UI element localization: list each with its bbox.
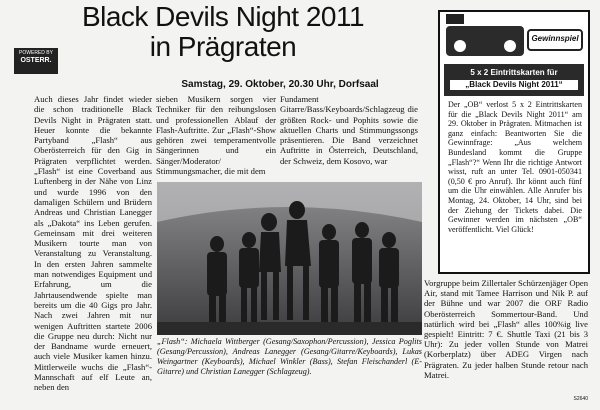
contest-text: Der „OB“ verlost 5 x 2 Eintrittskarten für die „Black Devils Night 2011“ am 29. Oktober in Prägraten. Mitmachen ist ganz einfach: Beantworten Sie die Gewinnfrage: „Aus welchem Bundesland kommt die Gruppe „Flash“?“ Wenn Ihr die richtige Antwort wisst, ruft an unter Tel. 0901-050341 (0,50 € pro Anruf). Ihr könnt auch fünf um die Uhr einwählen. Alle Anrufer bis Montag, 24. Oktober, 14 Uhr, sind bei der Ziehung der Tickets dabei. Die Gewinner werden im nächsten „OB“ veröffentlicht. Viel Glück!	[448, 100, 582, 234]
contest-title-line-1: 5 x 2 Eintrittskarten für	[470, 68, 558, 77]
headline	[28, 2, 418, 62]
contest-title-bar	[444, 64, 584, 96]
page-code: S2640	[573, 396, 588, 402]
article-column-4: Vorgruppe beim Zillertaler Schürzenjäger Open Air, stand mit Tamee Harrison und Nik P. auf der Bühne und war 2007 die ORF Radio Oberösterreich Sommertour-Band. Und natürlich wird bei „Flash“ alles 100%ig live gespielt! Eintritt: 7 €. Shuttle Taxi (21 bis 3 Uhr): Zu jeder vollen Stunde von Matrei (Korberplatz) über ADEG Virgen nach Prägraten. Zu jeder halben Stunde retour nach Matrei.	[424, 278, 588, 380]
logo-line-2: OSTERR.	[20, 57, 52, 64]
article-column-3: Fundament Gitarre/Bass/Keyboards/Schlagzeug die größten Rock- und Pophits sowie die aktuellen Charts und Stimmungssongs präsentieren. Die Band verzeichnet Auftritte in Österreich, Deutschland, der Schweiz, dem Kosovo, war	[280, 94, 418, 166]
logo-line-1: POWERED BY	[19, 50, 53, 56]
headline-line-1: Black Devils Night 2011	[81, 1, 365, 32]
article-column-2: sieben Musikern sorgen vier Techniker für den reibungslosen und professionellen Ablauf der Flash-Auftritte. Zur „Flash“-Show gehören zwei temperamentvolle Sängerinnen und ein Sänger/Moderator/ Stimmungsmacher, die mit dem	[156, 94, 276, 177]
contest-box	[438, 10, 590, 274]
sponsor-logo	[14, 48, 58, 74]
band-photo	[157, 182, 422, 335]
contest-graphic	[440, 12, 588, 62]
contest-badge: Gewinnspiel	[531, 34, 579, 43]
event-subheading: Samstag, 29. Oktober, 20.30 Uhr, Dorfsaal	[181, 79, 379, 90]
photo-caption: „Flash“: Michaela Wittberger (Gesang/Saxophon/Percussion), Jessica Poglits (Gesang/Percussion), Andreas Lanegger (Gesang/Gitarre/Keyboards), Lukas Weingartner (Keyboards), Michael Winkler (Bass), Stefan Fleischanderl (E-Gitarre) und Christian Lanegger (Schlagzeug).	[157, 337, 422, 376]
article-column-1: Auch dieses Jahr findet wieder die schon traditionelle Black Devils Night in Prägraten statt. Heuer konnte die bekannte Partyband „Flash“ aus Oberösterreich für den Gig in Prägraten verpflichtet werden. „Flash“ ist eine Coverband aus Luftenberg in der Nähe von Linz und wurde 1996 von den damaligen Schülern und Brüdern Andreas und Christian Lanegger als „Dakota“ ins Leben gerufen. Gemeinsam mit drei weiteren Musikern tourte man von Veranstaltung zu Veranstaltung. In den ersten Jahren sammelte man notwendiges Equipment und Erfahrung, um die Jahrtausendwende spielte man bereits um die 40 Gigs pro Jahr. Nach zwei Jahren mit nur wenigen Auftritten startete 2006 die Gruppe neu durch: Nicht nur der Bandname wurde erneuert, auch viele Musiker kamen hinzu. Mittlerweile wuchs die „Flash“-Mannschaft auf elf Leute an, neben den	[34, 94, 152, 393]
headline-line-2: in Prägraten	[149, 31, 297, 62]
contest-title-line-2: „Black Devils Night 2011“	[450, 80, 578, 90]
